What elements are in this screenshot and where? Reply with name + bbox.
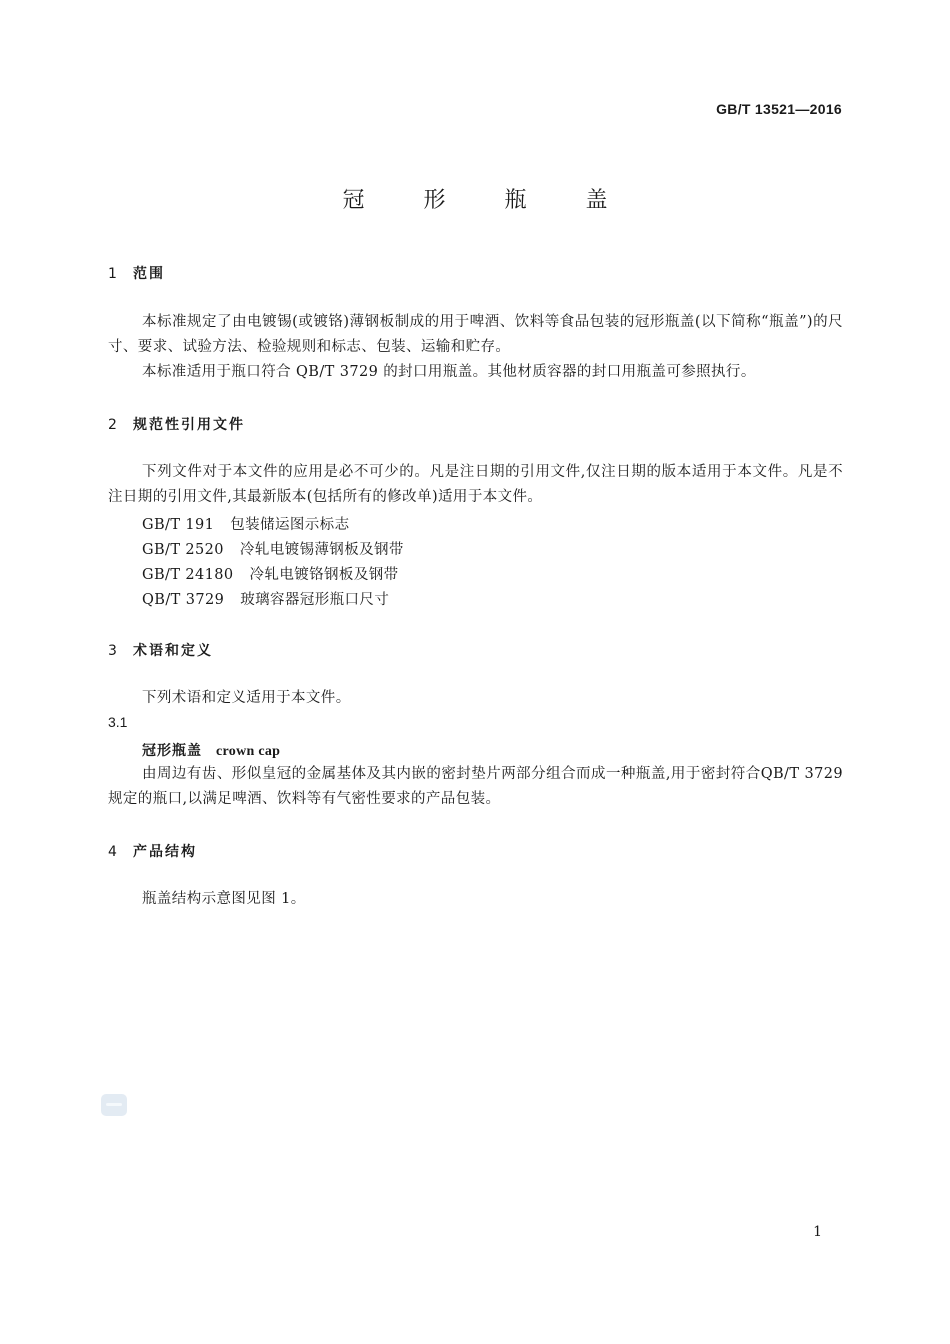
reference-code: GB/T 24180	[142, 567, 234, 583]
section-heading-scope	[108, 263, 165, 283]
paragraph: 下列文件对于本文件的应用是必不可少的。凡是注日期的引用文件,仅注日期的版本适用于本文件。凡是不注日期的引用文件,其最新版本(包括所有的修改单)适用于本文件。	[108, 464, 843, 505]
section-title: 规范性引用文件	[133, 417, 245, 433]
reference-title: 冷轧电镀锡薄钢板及钢带	[239, 542, 404, 558]
reference-item	[142, 538, 404, 559]
section-number: 3	[108, 643, 119, 659]
publisher-watermark-icon	[101, 1094, 127, 1116]
term-english: crown cap	[216, 744, 281, 759]
term-definition: 由周边有齿、形似皇冠的金属基体及其内嵌的密封垫片两部分组合而成一种瓶盖,用于密封符合QB/T 3729 规定的瓶口,以满足啤酒、饮料等有气密性要求的产品包装。	[108, 766, 843, 807]
reference-code: QB/T 3729	[142, 592, 225, 608]
clause-number: 3.1	[108, 714, 128, 730]
paragraph: 本标准规定了由电镀锡(或镀铬)薄钢板制成的用于啤酒、饮料等食品包装的冠形瓶盖(以下简称“瓶盖”)的尺寸、要求、试验方法、检验规则和标志、包装、运输和贮存。	[108, 314, 843, 355]
reference-code: GB/T 191	[142, 517, 215, 533]
reference-title: 冷轧电镀铬钢板及钢带	[249, 567, 399, 583]
page-number: 1	[813, 1224, 822, 1240]
reference-code: GB/T 2520	[142, 542, 224, 558]
section-heading-normative-references	[108, 414, 245, 434]
section-title: 产品结构	[133, 844, 197, 860]
paragraph: 本标准适用于瓶口符合 QB/T 3729 的封口用瓶盖。其他材质容器的封口用瓶盖可参照执行。	[142, 364, 756, 380]
section-heading-product-structure	[108, 841, 197, 861]
term-chinese: 冠形瓶盖	[142, 743, 202, 759]
reference-title: 包装储运图示标志	[230, 517, 350, 533]
term-entry	[142, 740, 280, 760]
section-number: 2	[108, 417, 119, 433]
reference-item	[142, 513, 349, 534]
section-title: 术语和定义	[133, 643, 213, 659]
reference-title: 玻璃容器冠形瓶口尺寸	[240, 592, 390, 608]
section-title: 范围	[133, 266, 165, 282]
reference-item	[142, 588, 389, 609]
paragraph: 下列术语和定义适用于本文件。	[142, 690, 351, 706]
reference-item	[142, 563, 399, 584]
section-heading-terms-definitions	[108, 640, 213, 660]
paragraph: 瓶盖结构示意图见图 1。	[142, 891, 306, 907]
section-number: 4	[108, 844, 119, 860]
document-title: 冠 形 瓶 盖	[342, 188, 634, 213]
section-number: 1	[108, 266, 119, 282]
standard-code: GB/T 13521—2016	[716, 101, 842, 117]
